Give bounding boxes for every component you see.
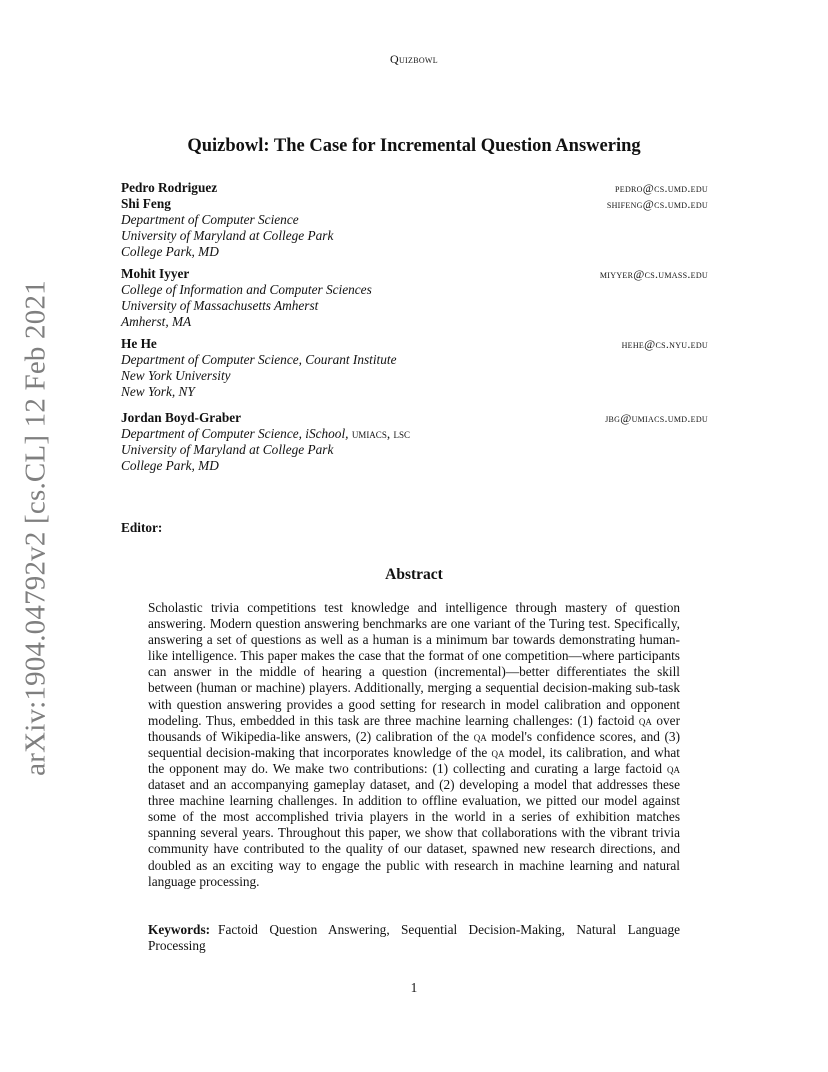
author-name: Mohit Iyyer	[121, 266, 190, 281]
abstract-heading: Abstract	[385, 566, 443, 583]
author-name: Jordan Boyd-Graber	[121, 410, 242, 425]
author-name: Pedro Rodriguez	[121, 180, 218, 195]
affiliation-line: New York University	[121, 368, 231, 383]
affiliation-line: University of Massachusetts Amherst	[121, 298, 319, 313]
author-entry	[121, 266, 708, 330]
editor-label: Editor:	[121, 520, 163, 535]
author-email: miyyer@cs.umass.edu	[599, 267, 708, 281]
affiliation-line: Amherst, MA	[121, 314, 192, 329]
abstract-qa-term: qa	[638, 712, 652, 728]
author-email: jbg@umiacs.umd.edu	[605, 411, 708, 425]
affiliation-line: College Park, MD	[121, 244, 219, 259]
abstract-text: over thousands of Wikipedia-like answers, (2) calibration of the	[148, 712, 681, 744]
abstract-qa-term: qa	[667, 760, 680, 776]
arxiv-identifier-text: arXiv:1904.04792v2 [cs.CL] 12 Feb 2021	[19, 280, 52, 776]
author-block	[121, 180, 708, 474]
affiliation-line-text: Department of Computer Science, iSchool,	[121, 426, 352, 441]
affiliation-line: Department of Computer Science	[121, 212, 299, 227]
abstract-text: Scholastic trivia competitions test knowledge and intelligence through mastery of question answering. Modern question answering benchmarks are one variant of the Turing test. Specifically, answering a set of questions as well as a human is a minimum bar towards demonstrating human-like intelligence. This paper makes the case that the format of one competition—where participants can answer in the middle of hearing a question (incremental)—better differentiates the skill between (human or machine) players. Additionally, merging a sequential decision-making sub-task with question answering provides a good setting for research in model calibration and opponent modeling. Thus, embedded in this task are three machine learning challenges: (1) factoid	[148, 600, 680, 728]
author-entry	[121, 180, 708, 196]
author-name: Shi Feng	[121, 196, 171, 211]
author-entry	[121, 196, 708, 260]
author-email: shifeng@cs.umd.edu	[606, 197, 708, 211]
affiliation-line-smallcaps: umiacs, lsc	[351, 426, 410, 441]
keywords-text: Factoid Question Answering, Sequential Decision-Making, Natural Language Processing	[148, 922, 680, 954]
abstract-qa-term: qa	[491, 744, 505, 760]
arxiv-identifier	[0, 0, 72, 1072]
affiliation-line	[121, 426, 708, 442]
abstract-text: dataset and an accompanying gameplay dataset, and (2) developing a model that addresses these three machine learning challenges. In addition to offline evaluation, we pitted our model against some of the most accomplished trivia players in the world in a series of exhibition matches spanning several years. Throughout this paper, we show that collaborations with the vibrant trivia community have contributed to the quality of our dataset, spawned new research directions, and doubled as an exciting way to engage the public with research in machine learning and natural language processing.	[148, 777, 680, 889]
affiliation-line: University of Maryland at College Park	[121, 442, 334, 457]
running-header: Quizbowl	[390, 52, 438, 66]
paper-title: Quizbowl: The Case for Incremental Question Answering	[187, 136, 641, 156]
affiliation-line: University of Maryland at College Park	[121, 228, 334, 243]
author-entry	[121, 410, 708, 474]
affiliation-line: New York, NY	[121, 384, 195, 399]
abstract-text: model, its calibration, and what the opponent may do. We make two contributions: (1) collecting and curating a large factoid	[148, 744, 680, 776]
author-name: He He	[121, 336, 157, 351]
abstract-qa-term: qa	[473, 728, 487, 744]
author-entry	[121, 336, 708, 400]
abstract-body	[148, 600, 680, 890]
page-number: 1	[410, 980, 418, 995]
abstract-text: model's confidence scores, and (3) sequential decision-making that incorporates knowledge of the	[148, 728, 680, 760]
keywords-label: Keywords:	[148, 922, 211, 937]
keywords	[148, 922, 680, 954]
affiliation-line: Department of Computer Science, Courant Institute	[121, 352, 397, 367]
author-email: pedro@cs.umd.edu	[615, 181, 708, 195]
affiliation-line: College Park, MD	[121, 458, 219, 473]
author-email: hehe@cs.nyu.edu	[621, 337, 708, 351]
affiliation-line: College of Information and Computer Sciences	[121, 282, 372, 297]
